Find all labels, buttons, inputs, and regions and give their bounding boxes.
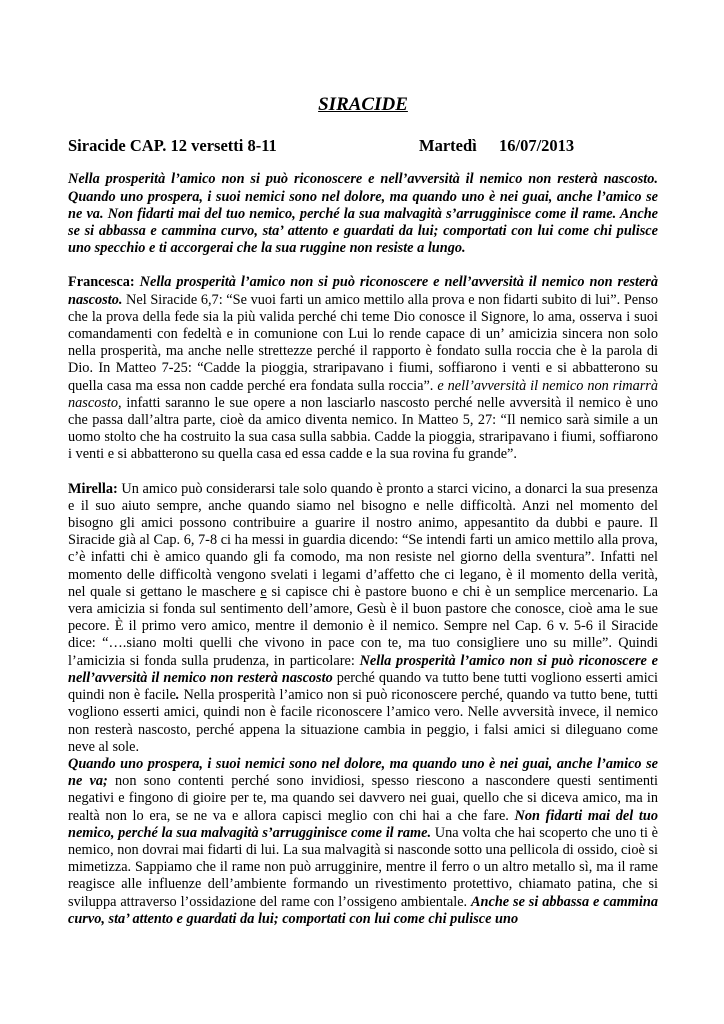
date: 16/07/2013 [499, 136, 575, 156]
underlined-word: e [260, 583, 267, 600]
speaker-name: Mirella: [68, 480, 118, 497]
scripture-text: Nella prosperità l’amico non si può riconoscere e nell’avversità il nemico non resterà nascosto. Quando uno prospera, i suoi nemici sono nel dolore, ma quando uno è nei guai, anche l’amico se ne va. Non fidarti mai del tuo nemico, perché la sua malvagità s’arrugginisce come il rame. Anche se si abbassa e cammina curvo, sta’ attento e guardati da lui; comportati con lui come chi pulisce uno specchio e ti accorgerai che la sua ruggine non resiste a lungo. [68, 171, 658, 257]
comment-continuation [68, 756, 658, 928]
comment-mirella [68, 481, 658, 756]
document-page [68, 96, 658, 928]
comment-text: perché quando va tutto bene tutti vogliono esserti amici quindi non è facile [68, 669, 658, 704]
comment-text: si capisce chi è pastore buono e chi è un semplice mercenario. La vera amicizia si fonda sul sentimento dell’amore, Gesù è il buon pastore che conosce, cioè ama le sue pecore. È il primo vero amico, mentre il demonio è il nemico. Sempre nel Cap. 6 v. 5-6 il Siracide dice: “….siano molti quelli che vivono in pace con te, ma tuo consigliere uno su mille”. Quindi l’amicizia si fonda sulla prudenza, in particolare: [68, 583, 658, 669]
scripture-reference: Siracide CAP. 12 versetti 8-11 [68, 136, 277, 156]
comment-text: Un amico può considerarsi tale solo quando è pronto a starci vicino, a donarci la sua presenza e il suo aiuto sempre, anche quando siamo nel bisogno e nelle difficoltà. Anzi nel momento del bisogno gli amici possono contribuire a guarire il nostro animo, appesantito da dubbi e paure. Il Siracide già al Cap. 6, 7-8 ci ha messi in guardia dicendo: “Se intendi farti un amico mettilo alla prova, c’è infatti chi è amico quando gli fa comodo, ma non resiste nel giorno della sventura”. Infatti nel momento delle difficoltà vengono svelati i legami d’affetto che ci legano, è il momento della verità, nel quale si gettano le maschere [68, 480, 658, 600]
comment-francesca [68, 274, 658, 463]
punctuation: . [175, 687, 180, 704]
verse-quote: Quando uno prospera, i suoi nemici sono nel dolore, ma quando uno è nei guai, anche l’amico se ne va; [68, 755, 658, 790]
verse-quote: Nella prosperità l’amico non si può riconoscere e nell’avversità il nemico non resterà nascosto [68, 652, 658, 686]
verse-quote: Non fidarti mai del tuo nemico, perché la sua malvagità s’arrugginisce come il rame. [68, 807, 658, 841]
comment-text: non sono contenti perché sono invidiosi, spesso riescono a nascondere questi sentimenti negativi e fingono di gioire per te, ma quando sei davvero nei guai, quello che si diceva amico, ma in realtà non lo era, se ne va e allora capisci meglio con chi hai a che fare. [68, 773, 658, 824]
page-title: SIRACIDE [318, 94, 408, 115]
comment-text: , infatti saranno le sue opere a non lasciarlo nascosto perché nelle avversità il nemico è uno che passa dall’altra parte, cioè da amico diventa nemico. In Matteo 5, 27: “Il nemico sarà simile a un uomo stolto che ha costruito la sua casa sulla sabbia. Cadde la pioggia, straripavano i fiumi, soffiarono i venti e si abbatterono su quella casa ed essa cadde e la sua rovina fu grande”. [68, 394, 658, 463]
comment-text: Nella prosperità l’amico non si può riconoscere perché, quando va tutto bene, tutti vogliono esserti amici, quindi non è facile riconoscere l’amico vero. Nelle avversità invece, il nemico non resterà nascosto, perché appena la situazione cambia in peggio, i falsi amici si dileguano come neve al sole. [68, 687, 658, 755]
reading-header [68, 137, 658, 154]
verse-quote: e nell’avversità il nemico non rimarrà nascosto [68, 377, 658, 411]
weekday: Martedì [419, 136, 477, 156]
verse-quote: Nella prosperità l’amico non si può riconoscere e nell’avversità il nemico non resterà nascosto. [68, 274, 659, 308]
comment-text: Una volta che hai scoperto che uno ti è nemico, non dovrai mai fidarti di lui. La sua malvagità si nasconde sotto una pellicola di ossido, cioè si mimetizza. Sappiamo che il rame non può arrugginire, mentre il ferro o un altro metallo sì, ma il rame reagisce alle influenze dell’ambiente formando un rivestimento protettivo, chiamato patina, che si sviluppa attraverso l’ossidazione del rame con l’ossigeno ambientale. [68, 824, 659, 910]
comment-text: Nel Siracide 6,7: “Se vuoi farti un amico mettilo alla prova e non fidarti subito di lui”. Penso che la prova della fede sia la più valida perché chi teme Dio conosce il Signore, lo ama, osserva i suoi comandamenti con fedeltà e in comunione con Lui lo rende capace di un’ amicizia sincera non solo nella prosperità, ma anche nelle strettezze perché il rapporto è fondato sulla roccia che è la parola di Dio. In Matteo 7-25: “Cadde la pioggia, straripavano i fiumi, soffiarono i venti e si abbatterono su quella casa ma essa non cadde perché era fondata sulla roccia”. [68, 291, 658, 394]
speaker-name: Francesca: [68, 274, 135, 291]
verse-quote: Anche se si abbassa e cammina curvo, sta’ attento e guardati da lui; comportati con lui come chi pulisce uno [68, 893, 658, 927]
